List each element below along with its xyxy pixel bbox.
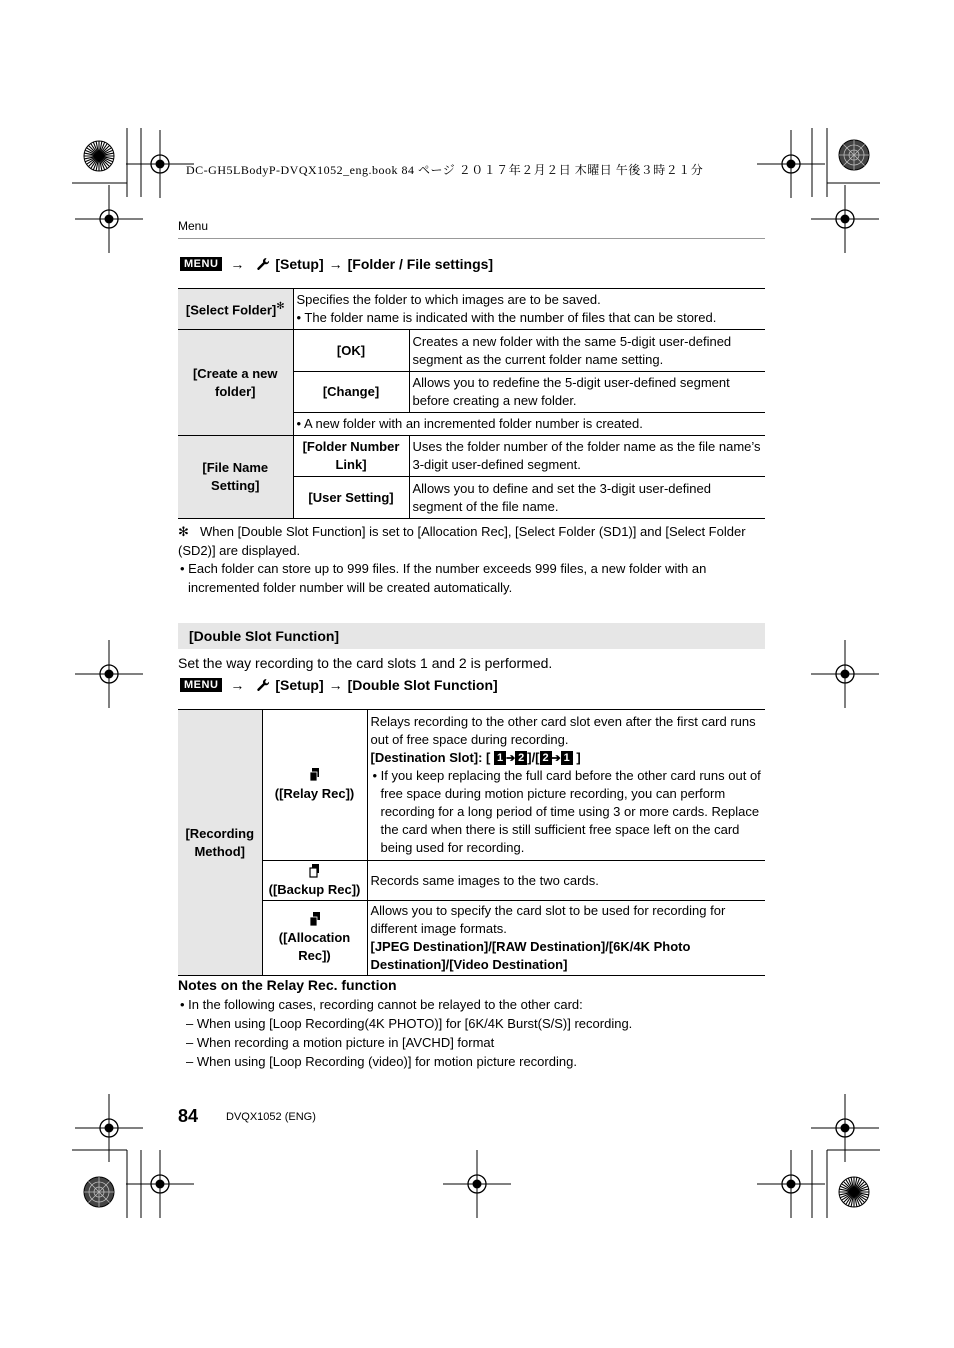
section-title: [Double Slot Function] <box>178 623 765 649</box>
ok-label: [OK] <box>293 330 409 372</box>
slot-1-icon: 1 <box>561 751 573 765</box>
notes-title: Notes on the Relay Rec. function <box>178 977 397 993</box>
notes-item: – When using [Loop Recording (video)] for motion picture recording. <box>186 1054 577 1069</box>
relay-rec-cell <box>262 710 367 861</box>
menu-icon: MENU <box>180 257 222 271</box>
relay-rec-desc: Relays recording to the other card slot even after the first card runs out of free space during recording. [Destination Slot]: [ 1 ➔ 2 ]/[ 2 ➔ 1 ] • If you keep replacing the full card before the other card runs out of free space during motion picture recording, you can perform recording for a long period of time using 3 or more cards. Replace the card when there is still sufficient free space left on the card being used for recording. <box>367 710 765 861</box>
path-arrow: → <box>328 256 343 272</box>
intro-text: Set the way recording to the card slots 1 and 2 is performed. <box>178 655 553 671</box>
change-label: [Change] <box>293 372 409 413</box>
page-number: 84 <box>178 1106 199 1126</box>
wrench-icon <box>256 257 270 271</box>
footnote-text: When [Double Slot Function] is set to [Allocation Rec], [Select Folder (SD1)] and [Select Folder (SD2)] are displayed. <box>178 524 746 558</box>
folder-capacity-note: • Each folder can store up to 999 files. If the number exceeds 999 files, a new folder with an incremented folder number will be created automatically. <box>180 561 707 595</box>
notes-item: – When recording a motion picture in [AVCHD] format <box>186 1035 495 1050</box>
section-label: Menu <box>178 219 209 233</box>
arrow-icon: → <box>230 256 245 272</box>
user-setting-label: [User Setting] <box>293 477 409 519</box>
select-folder-desc: Specifies the folder to which images are to be saved. • The folder name is indicated with the number of files that can be stored. <box>293 289 765 330</box>
footnote-mark: ✻ <box>178 524 189 539</box>
print-header: DC-GH5LBodyP-DVQX1052_eng.book 84 ページ ２０１７年２月２日 木曜日 午後３時２１分 <box>186 163 704 177</box>
slot-1-icon: 1 <box>494 751 506 765</box>
path-setup: [Setup] <box>275 256 324 272</box>
arrow-icon: → <box>230 677 245 693</box>
footnote <box>178 522 768 560</box>
path-setup: [Setup] <box>275 677 324 693</box>
change-desc: Allows you to redefine the 5-digit user-defined segment before creating a new folder. <box>409 372 765 413</box>
wrench-icon <box>256 678 270 692</box>
menu-icon: MENU <box>180 678 222 692</box>
slot-2-icon: 2 <box>540 751 552 765</box>
backup-rec-label: ([Backup Rec]) <box>268 881 361 897</box>
destination-slot: [Destination Slot]: [ 1 ➔ 2 ]/[ 2 ➔ 1 ] <box>370 749 581 765</box>
notes-item: – When using [Loop Recording(4K PHOTO)] for [6K/4K Burst(S/S)] recording. <box>186 1016 633 1031</box>
double-slot-table <box>178 709 765 976</box>
allocation-rec-icon <box>309 911 321 927</box>
folder-number-link-desc: Uses the folder number of the folder name as the file name’s 3-digit user-defined segment. <box>409 436 765 477</box>
user-setting-desc: Allows you to define and set the 3-digit user-defined segment of the file name. <box>409 477 765 519</box>
notes-body: • In the following cases, recording cannot be relayed to the other card: – When using [Loop Recording(4K PHOTO)] for [6K/4K Burst(S/S)] recording. – When recording a motion picture in [AVCHD] format – When using [Loop Recording (video)] for motion picture recording. <box>178 995 768 1071</box>
recording-method-label: [Recording Method] <box>178 710 262 976</box>
relay-rec-icon <box>309 767 321 783</box>
ok-desc: Creates a new folder with the same 5-digit user-defined segment as the current folder name setting. <box>409 330 765 372</box>
create-folder-note: • A new folder with an incremented folder number is created. <box>293 413 765 436</box>
menu-path-folder-file <box>180 256 493 272</box>
allocation-rec-cell <box>262 901 367 976</box>
path-arrow: → <box>328 677 343 693</box>
allocation-rec-label: ([Allocation Rec]) <box>278 930 351 963</box>
allocation-rec-desc: Allows you to specify the card slot to be used for recording for different image formats. [JPEG Destination]/[RAW Destination]/[6K/4K Photo Destination]/[Video Destination] <box>367 901 765 976</box>
backup-rec-icon <box>309 863 321 879</box>
backup-rec-desc: Records same images to the two cards. <box>367 861 765 901</box>
slot-2-icon: 2 <box>515 751 527 765</box>
file-name-setting-label: [File Name Setting] <box>178 436 293 519</box>
path-target: [Double Slot Function] <box>347 677 498 693</box>
create-folder-label: [Create a new folder] <box>178 330 293 436</box>
backup-rec-cell <box>262 861 367 901</box>
relay-rec-label: ([Relay Rec]) <box>274 786 355 801</box>
doc-code: DVQX1052 (ENG) <box>226 1111 316 1123</box>
folder-file-settings-table <box>178 288 765 519</box>
header-rule <box>178 238 765 239</box>
folder-number-link-label: [Folder Number Link] <box>293 436 409 477</box>
select-folder-label: [Select Folder]✻ <box>178 289 293 330</box>
menu-path-double-slot <box>180 677 498 693</box>
path-target: [Folder / File settings] <box>347 256 494 272</box>
